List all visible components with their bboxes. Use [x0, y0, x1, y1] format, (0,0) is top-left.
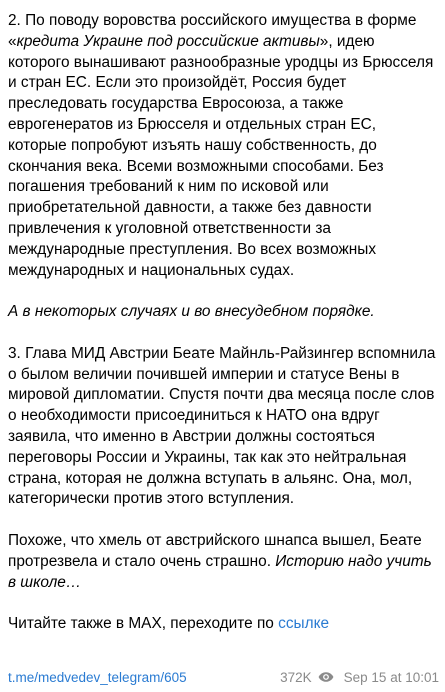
post-date: Sep 15 at 10:01 — [343, 669, 439, 685]
max-link[interactable]: ссылке — [278, 615, 330, 633]
eye-icon — [318, 671, 334, 683]
paragraph-2-text-end: », идею которого вынашивают разнообразные уродцы из Брюсселя и стран ЕС. Если это произойдёт, Россия будет преследовать государства Евросоюза, а также еврогенератов из Брюсселя и отдельных стран ЕС, которые попробуют изъять нашу собственность, до скончания века. Всеми возможными способами. Без погашения требований к ним по исковой или приобретательной давности, а также без давности привлечения к уголовной ответственности за международные преступления. Во всех возможных международных и национальных судах. — [8, 32, 434, 279]
post-footer — [8, 668, 439, 686]
paragraph-3: 3. Глава МИД Австрии Беате Майнль-Райзингер вспомнила о былом величии почившей империи и статусе Вены в мировой дипломатии. Спустя почти два месяца после слов о необходимости присоединиться к НАТО она вдруг заявила, что именно в Австрии должны состояться переговоры России и Украины, так как это нейтральная страна, которая не должна вступать в альянс. Она, мол, категорически против этого вступления. — [8, 344, 436, 508]
paragraph-4-text: Похоже, что хмель от австрийского шнапса вышел, Беате протрезвела и стало очень страшно. — [8, 531, 422, 570]
paragraph-4-italic: Историю надо учить в школе… — [8, 552, 432, 591]
paragraph-2-text-start: 2. По поводу воровства российского имущества в форме « — [8, 12, 417, 50]
views-count: 372K — [280, 669, 312, 685]
paragraph-2-note-italic: А в некоторых случаях и во внесудебном порядке. — [8, 303, 375, 321]
post-meta — [280, 670, 439, 685]
post-permalink[interactable]: t.me/medvedev_telegram/605 — [8, 669, 187, 685]
paragraph-2-italic-phrase: кредита Украине под российские активы — [16, 32, 320, 50]
paragraph-5 — [8, 614, 437, 635]
paragraph-4 — [8, 531, 437, 593]
paragraph-5-text: Читайте также в MAX, переходите по — [8, 615, 279, 633]
paragraph-2 — [8, 11, 437, 281]
paragraph-2-note — [8, 302, 437, 323]
